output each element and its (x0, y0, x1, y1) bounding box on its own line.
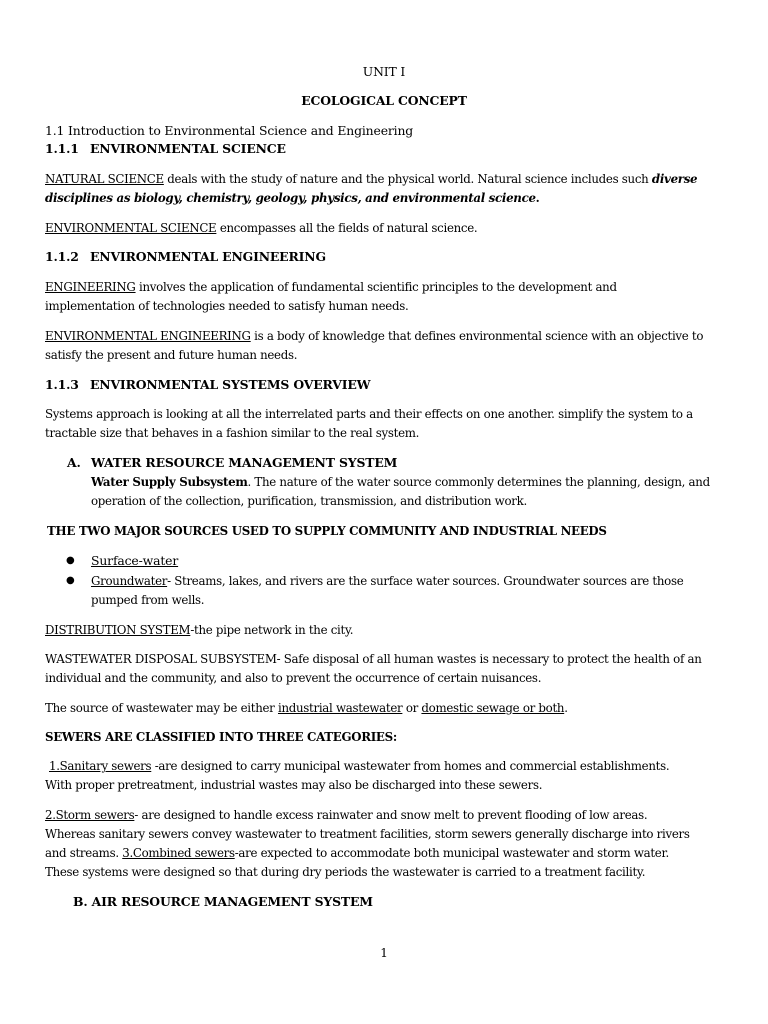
paragraph-text: . (535, 191, 540, 205)
heading-1-1-2 (45, 248, 326, 266)
heading-1-1-1 (45, 140, 286, 158)
term-domestic-sewage: domestic sewage or both (421, 701, 565, 715)
env-engineering-para-line2: satisfy the present and future human needs. (45, 348, 298, 362)
systems-para-line2: tractable size that behaves in a fashion similar to the real system. (45, 426, 420, 440)
paragraph-text: encompasses all the fields of natural science. (216, 221, 478, 235)
water-supply-para-line1 (91, 473, 710, 491)
paragraph-text: -the pipe network in the city. (190, 623, 354, 637)
heading-number: 1.1.1 (45, 141, 79, 156)
wastewater-para-line1 (45, 650, 702, 668)
intro-heading: 1.1 Introduction to Environmental Science and Engineering (45, 123, 414, 138)
bullet-marker: ● (66, 555, 75, 566)
section-label: A. (67, 455, 81, 470)
page-number: 1 (380, 946, 388, 960)
heading-number: 1.1.3 (45, 377, 79, 392)
section-b-heading: B. AIR RESOURCE MANAGEMENT SYSTEM (73, 894, 373, 909)
heading-text: ENVIRONMENTAL SCIENCE (90, 141, 286, 156)
paragraph-text: deals with the study of nature and the physical world. Natural science includes such (163, 172, 652, 186)
term-wastewater-subsystem: WASTEWATER DISPOSAL SUBSYSTEM (45, 652, 277, 666)
paragraph-text: is a body of knowledge that defines environmental science with an objective to (250, 329, 704, 343)
engineering-para-line2: implementation of technologies needed to satisfy human needs. (45, 299, 409, 313)
natural-science-para-line2 (45, 189, 539, 207)
paragraph-text: . (564, 701, 568, 715)
storm-para-line2: Whereas sanitary sewers convey wastewater to treatment facilities, storm sewers generally discharge into rivers (45, 827, 690, 841)
bullet-groundwater-line1 (91, 572, 683, 590)
emphasis-text: diverse (651, 172, 698, 186)
term-sanitary-sewers: 1.Sanitary sewers (49, 759, 152, 773)
term-environmental-engineering: ENVIRONMENTAL ENGINEERING (45, 329, 251, 343)
systems-para-line1: Systems approach is looking at all the interrelated parts and their effects on one another. simplify the system to a (45, 407, 693, 421)
paragraph-text: - Safe disposal of all human wastes is necessary to protect the health of an (276, 652, 702, 666)
natural-science-para-line1 (45, 170, 697, 188)
bullet-marker: ● (66, 575, 75, 586)
storm-para-line1 (45, 806, 647, 824)
heading-text: ENVIRONMENTAL ENGINEERING (90, 249, 326, 264)
term-groundwater: Groundwater (91, 574, 168, 588)
paragraph-text: The source of wastewater may be either (45, 701, 278, 715)
section-title: WATER RESOURCE MANAGEMENT SYSTEM (91, 455, 398, 470)
section-a-heading (67, 454, 397, 472)
two-sources-heading: THE TWO MAJOR SOURCES USED TO SUPPLY COMMUNITY AND INDUSTRIAL NEEDS (47, 524, 607, 538)
paragraph-text: -are designed to carry municipal wastewater from homes and commercial establishments. (151, 759, 670, 773)
env-science-para (45, 219, 477, 237)
term-distribution-system: DISTRIBUTION SYSTEM (45, 623, 191, 637)
paragraph-text: . The nature of the water source commonly determines the planning, design, and (247, 475, 710, 489)
term-water-supply-subsystem: Water Supply Subsystem (91, 475, 248, 489)
storm-para-line3 (45, 844, 669, 862)
distribution-para (45, 621, 353, 639)
wastewater-para-line2: individual and the community, and also to prevent the occurrence of certain nuisances. (45, 671, 542, 685)
paragraph-text: - are designed to handle excess rainwater and snow melt to prevent flooding of low areas. (134, 808, 648, 822)
engineering-para-line1 (45, 278, 617, 296)
bullet-groundwater-line2: pumped from wells. (91, 593, 205, 607)
sanitary-para-line2: With proper pretreatment, industrial wastes may also be discharged into these sewers. (45, 778, 543, 792)
heading-text: ENVIRONMENTAL SYSTEMS OVERVIEW (90, 377, 371, 392)
term-natural-science: NATURAL SCIENCE (45, 172, 164, 186)
chapter-title: ECOLOGICAL CONCEPT (301, 93, 467, 108)
wastewater-source-para (45, 699, 568, 717)
paragraph-text: involves the application of fundamental scientific principles to the development and (135, 280, 617, 294)
paragraph-text: - Streams, lakes, and rivers are the surface water sources. Groundwater sources are those (167, 574, 684, 588)
heading-number: 1.1.2 (45, 249, 79, 264)
water-supply-para-line2: operation of the collection, purification, transmission, and distribution work. (91, 494, 527, 508)
term-environmental-science: ENVIRONMENTAL SCIENCE (45, 221, 217, 235)
bullet-surface-water: Surface-water (91, 553, 179, 568)
env-engineering-para-line1 (45, 327, 703, 345)
sanitary-para-line1 (49, 757, 669, 775)
term-industrial-wastewater: industrial wastewater (277, 701, 403, 715)
term-combined-sewers: 3.Combined sewers (122, 846, 235, 860)
paragraph-text: and streams. (45, 846, 123, 860)
combined-para-line2: These systems were designed so that during dry periods the wastewater is carried to a treatment facility. (45, 865, 646, 879)
heading-1-1-3 (45, 376, 370, 394)
paragraph-text: -are expected to accommodate both municipal wastewater and storm water. (234, 846, 669, 860)
paragraph-text: or (402, 701, 422, 715)
unit-title: UNIT I (362, 64, 406, 79)
term-engineering: ENGINEERING (45, 280, 136, 294)
emphasis-text: disciplines as biology, chemistry, geology, physics, and environmental science (45, 191, 536, 205)
sewers-heading: SEWERS ARE CLASSIFIED INTO THREE CATEGORIES: (45, 730, 397, 744)
term-storm-sewers: 2.Storm sewers (45, 808, 135, 822)
